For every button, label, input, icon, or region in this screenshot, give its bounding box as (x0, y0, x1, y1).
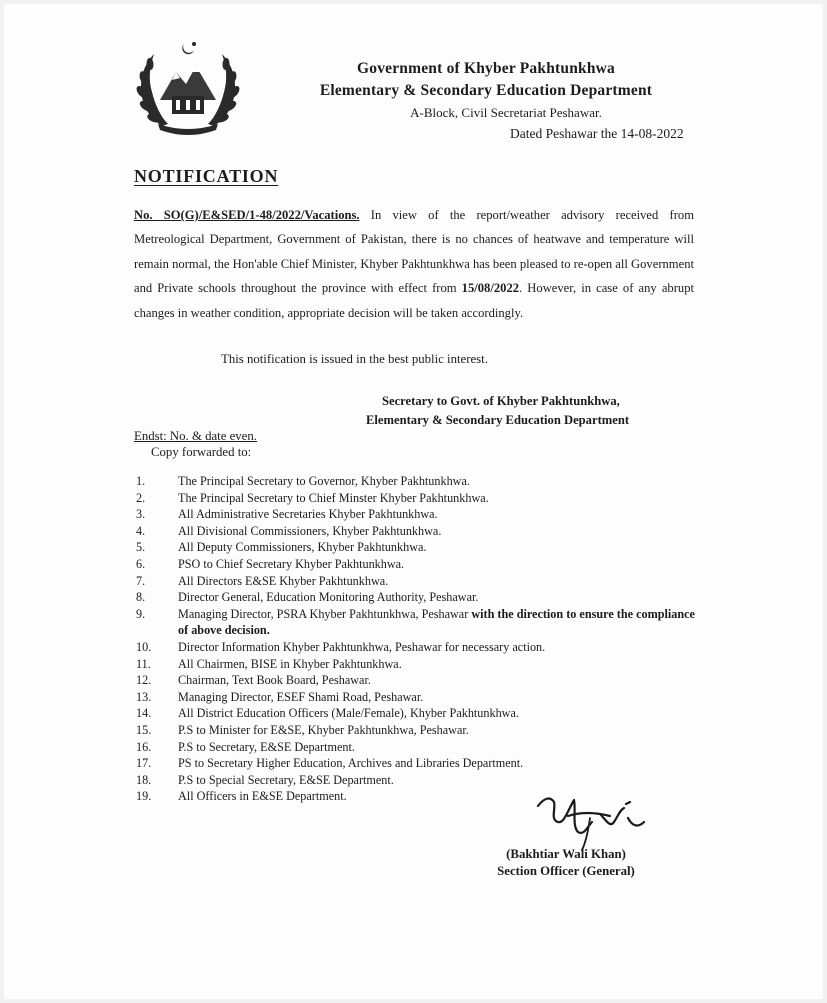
copy-list-recipient: All Deputy Commissioners, Khyber Pakhtunkhwa. (178, 540, 427, 555)
dated-line: Dated Peshawar the 14-08-2022 (510, 126, 684, 141)
copy-list-text (178, 523, 698, 540)
copy-list-item (136, 556, 698, 573)
secretary-line-1: Secretary to Govt. of Khyber Pakhtunkhwa, (382, 394, 620, 408)
copy-list-text (178, 739, 698, 756)
copy-list-number: 10. (136, 639, 152, 654)
copy-list-recipient: The Principal Secretary to Chief Minster Khyber Pakhtunkhwa. (178, 490, 489, 505)
copy-list-recipient: Director General, Education Monitoring Authority, Peshawar. (178, 590, 479, 605)
signatory-name: (Bakhtiar Wali Khan) (506, 847, 626, 861)
copy-list-item (136, 755, 698, 772)
copy-list-recipient: Chairman, Text Book Board, Peshawar. (178, 673, 371, 688)
copy-list-item (136, 656, 698, 673)
letterhead (296, 58, 676, 123)
copy-list-item (136, 490, 698, 507)
copy-list-number: 2. (136, 490, 146, 505)
copy-list-number: 17. (136, 756, 152, 771)
secretary-line-2: Elementary & Secondary Education Department (366, 413, 630, 427)
copy-list-recipient: P.S to Secretary, E&SE Department. (178, 739, 355, 754)
copy-list-text (178, 755, 698, 772)
copy-list-item (136, 506, 698, 523)
copy-list-recipient: The Principal Secretary to Governor, Khyber Pakhtunkhwa. (178, 474, 470, 488)
copy-list-item (136, 689, 698, 706)
body-text-1: In view of the report/weather advisory received from Metreological Department, Government of Pakistan, there is no chances of heatwave and temperature will remain normal, the Hon'able Chief Minister, Khyber Pakhtunkhwa has been pleased to re-open all Government and Private schools throughout the province with effect from (134, 208, 694, 296)
copy-list-recipient: All Chairmen, BISE in Khyber Pakhtunkhwa. (178, 656, 402, 671)
copy-list-recipient: All District Education Officers (Male/Female), Khyber Pakhtunkhwa. (178, 706, 519, 721)
copy-list-text (178, 656, 698, 673)
copy-list-recipient: All Officers in E&SE Department. (178, 789, 347, 804)
reference-number: No. SO(G)/E&SED/1-48/2022/Vacations. (134, 208, 360, 222)
copy-list-number: 4. (136, 523, 146, 538)
copy-list-number: 19. (136, 789, 152, 804)
copy-list-item (136, 639, 698, 656)
copy-list-recipient: All Divisional Commissioners, Khyber Pakhtunkhwa. (178, 523, 442, 538)
copy-list-number: 3. (136, 507, 146, 522)
copy-list-item (136, 606, 698, 639)
notification-title: NOTIFICATION (134, 166, 279, 186)
copy-list-text (178, 672, 698, 689)
copy-list-number: 15. (136, 722, 152, 737)
signature-icon (528, 792, 648, 854)
copy-list-recipient: PS to Secretary Higher Education, Archives and Libraries Department. (178, 756, 524, 771)
copy-list-number: 18. (136, 772, 152, 787)
copy-list-number: 7. (136, 573, 146, 588)
copy-list-item (136, 539, 698, 556)
copy-list-direction: with the direction to ensure the compliance of above decision. (178, 606, 695, 638)
copy-list-text (178, 490, 698, 507)
signatory-designation: Section Officer (General) (497, 864, 635, 878)
copy-list-text (178, 589, 698, 606)
copy-list-number: 8. (136, 590, 146, 605)
copy-list-text (178, 473, 698, 490)
copy-list-text (178, 689, 698, 706)
secretary-block (366, 392, 629, 430)
copy-list-item (136, 739, 698, 756)
copy-list-number: 16. (136, 739, 152, 754)
copy-list-number: 12. (136, 673, 152, 688)
header-address: A-Block, Civil Secretariat Peshawar. (410, 105, 602, 120)
copy-list-number: 14. (136, 706, 152, 721)
copy-list-number: 1. (136, 474, 146, 488)
copy-list-recipient: PSO to Chief Secretary Khyber Pakhtunkhwa. (178, 556, 405, 571)
copy-list-text (178, 573, 698, 590)
copy-list-recipient: All Directors E&SE Khyber Pakhtunkhwa. (178, 573, 389, 588)
copy-list-recipient: Managing Director, PSRA Khyber Pakhtunkhwa, Peshawar (178, 606, 472, 621)
copy-list-recipient: Managing Director, ESEF Shami Road, Peshawar. (178, 689, 424, 704)
body-text-2: . However, in case of any abrupt changes in weather condition, appropriate decision will be taken accordingly. (134, 281, 694, 320)
copy-list-text (178, 705, 698, 722)
copy-list-item (136, 523, 698, 540)
copy-list (136, 473, 698, 805)
copy-list-number: 5. (136, 540, 146, 555)
endorsement-number: Endst: No. & date even. (134, 429, 257, 443)
copy-list-item (136, 589, 698, 606)
copy-list-text (178, 506, 698, 523)
copy-list-item (136, 722, 698, 739)
copy-list-number: 13. (136, 689, 152, 704)
copy-list-text (178, 722, 698, 739)
copy-list-item (136, 473, 698, 490)
copy-list-item (136, 705, 698, 722)
copy-list-text (178, 772, 698, 789)
emblem-icon (132, 38, 244, 138)
copy-list-item (136, 672, 698, 689)
signatory-block (486, 846, 646, 880)
copy-list-recipient: All Administrative Secretaries Khyber Pakhtunkhwa. (178, 507, 438, 522)
copy-list-recipient: P.S to Minister for E&SE, Khyber Pakhtunkhwa, Peshawar. (178, 722, 469, 737)
copy-forwarded-label: Copy forwarded to: (151, 445, 252, 459)
copy-list-recipient: P.S to Special Secretary, E&SE Department. (178, 772, 394, 787)
endorsement (134, 428, 257, 460)
copy-list-item (136, 772, 698, 789)
public-interest-line: This notification is issued in the best public interest. (221, 352, 488, 366)
copy-list-text (178, 539, 698, 556)
notification-body (134, 203, 694, 325)
copy-list-text (178, 606, 698, 639)
copy-list-text (178, 639, 698, 656)
copy-list-number: 6. (136, 556, 146, 571)
copy-list-item (136, 573, 698, 590)
copy-list-number: 11. (136, 656, 151, 671)
effective-date: 15/08/2022 (461, 281, 520, 296)
copy-list-recipient: Director Information Khyber Pakhtunkhwa, Peshawar for necessary action. (178, 639, 546, 654)
copy-list-text (178, 556, 698, 573)
header-government: Government of Khyber Pakhtunkhwa (356, 60, 616, 77)
copy-list-number: 9. (136, 606, 146, 621)
header-department: Elementary & Secondary Education Department (319, 82, 653, 99)
